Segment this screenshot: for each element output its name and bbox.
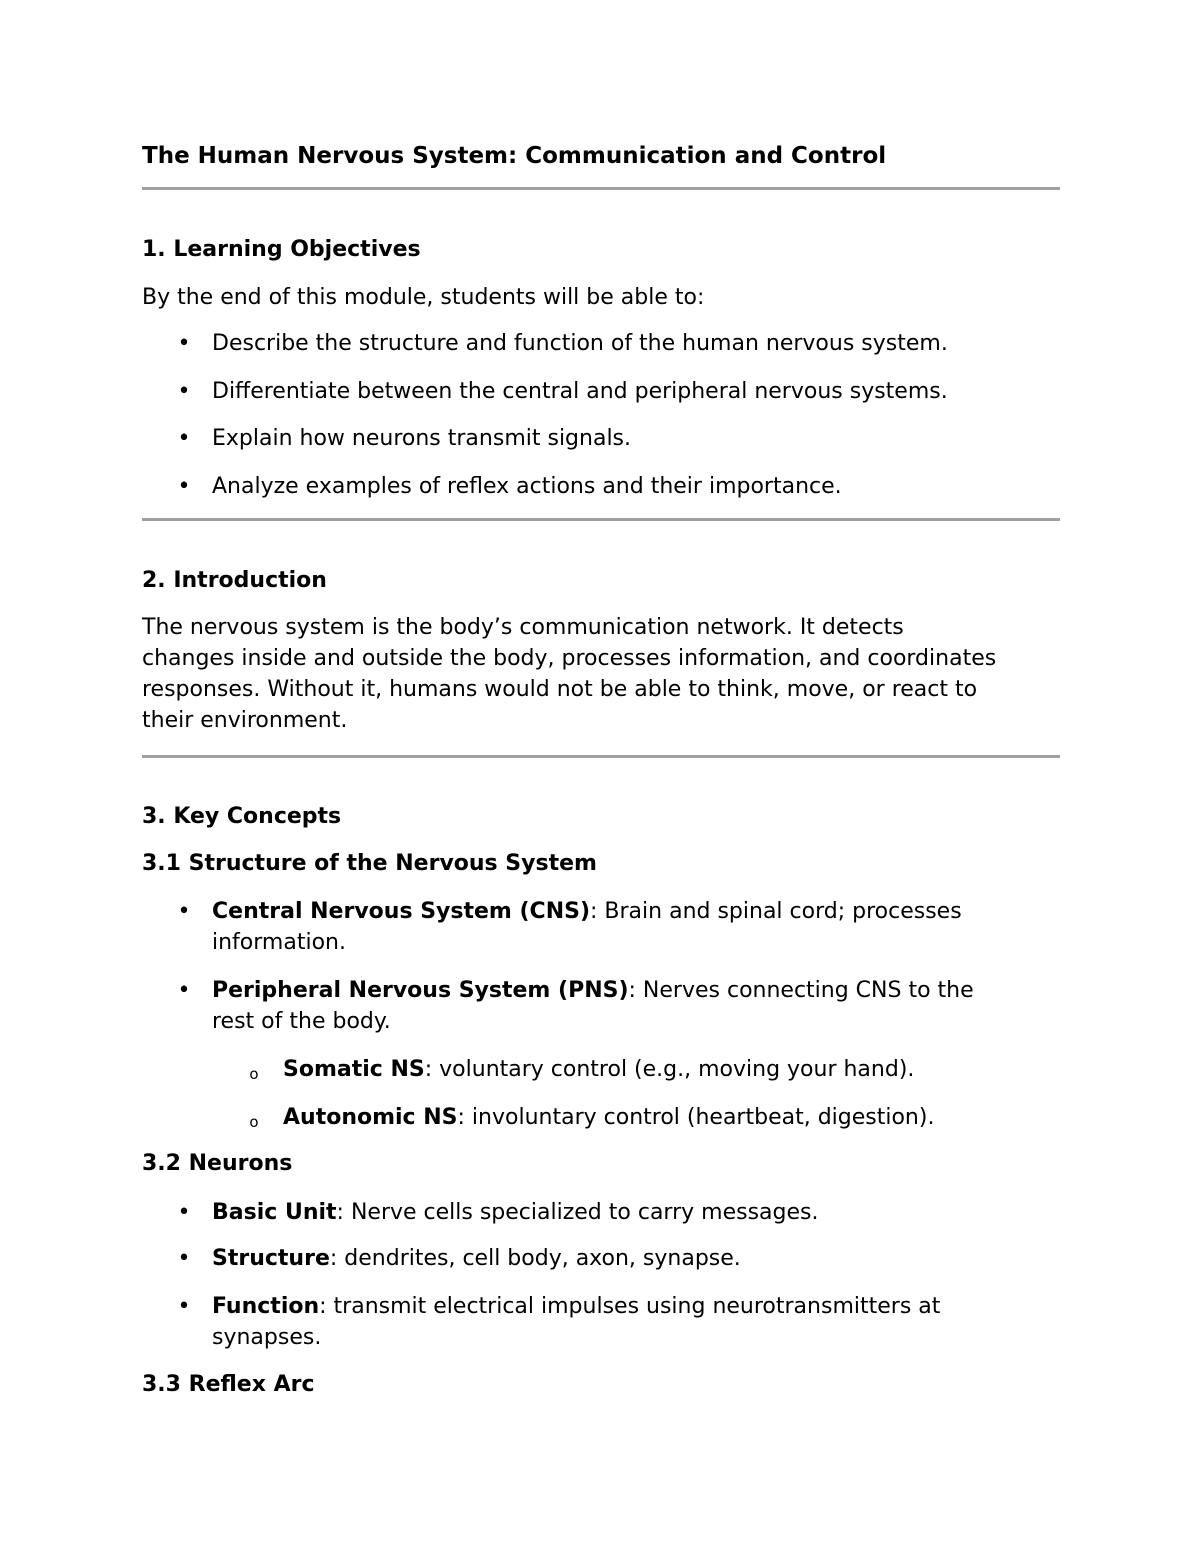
term: Structure	[212, 1246, 330, 1271]
term: Peripheral Nervous System (PNS)	[212, 978, 629, 1003]
introduction-heading: 2. Introduction	[142, 568, 327, 593]
definition: : involuntary control (heartbeat, digestion).	[457, 1105, 935, 1130]
paragraph-line: changes inside and outside the body, processes information, and coordinates	[142, 646, 997, 671]
term: Central Nervous System (CNS)	[212, 899, 591, 924]
bullet-icon: •	[177, 474, 191, 499]
section-divider	[142, 755, 1060, 758]
bullet-icon: •	[177, 426, 191, 451]
objectives-heading: 1. Learning Objectives	[142, 237, 421, 262]
definition: : transmit electrical impulses using neurotransmitters at	[319, 1294, 941, 1319]
paragraph-line: responses. Without it, humans would not be able to think, move, or react to	[142, 677, 978, 702]
bullet-icon: •	[177, 331, 191, 356]
introduction-paragraph	[142, 612, 1060, 736]
term: Function	[212, 1294, 320, 1319]
circle-bullet-icon: o	[249, 1065, 259, 1083]
structure-heading: 3.1 Structure of the Nervous System	[142, 851, 597, 876]
circle-bullet-icon: o	[249, 1113, 259, 1131]
paragraph-line: The nervous system is the body’s communication network. It detects	[142, 615, 904, 640]
section-divider	[142, 187, 1060, 190]
objective-text: Describe the structure and function of the human nervous system.	[212, 331, 948, 356]
objective-text: Analyze examples of reflex actions and their importance.	[212, 474, 842, 499]
definition: : Brain and spinal cord; processes	[590, 899, 962, 924]
bullet-icon: •	[177, 1294, 191, 1319]
bullet-icon: •	[177, 978, 191, 1003]
bullet-icon: •	[177, 1200, 191, 1225]
document-title: The Human Nervous System: Communication and Control	[142, 143, 887, 169]
section-divider	[142, 518, 1060, 521]
definition: : Nerves connecting CNS to the	[628, 978, 974, 1003]
neurons-heading: 3.2 Neurons	[142, 1151, 293, 1176]
term: Autonomic NS	[283, 1105, 458, 1130]
bullet-icon: •	[177, 899, 191, 924]
objective-text: Explain how neurons transmit signals.	[212, 426, 632, 451]
definition-continued: information.	[212, 930, 346, 955]
key-concepts-heading: 3. Key Concepts	[142, 804, 342, 829]
objective-text: Differentiate between the central and peripheral nervous systems.	[212, 379, 948, 404]
bullet-icon: •	[177, 1246, 191, 1271]
term: Basic Unit	[212, 1200, 337, 1225]
definition-continued: synapses.	[212, 1325, 322, 1350]
reflex-arc-heading: 3.3 Reflex Arc	[142, 1372, 315, 1397]
bullet-icon: •	[177, 379, 191, 404]
definition: : dendrites, cell body, axon, synapse.	[329, 1246, 741, 1271]
paragraph-line: their environment.	[142, 708, 348, 733]
definition-continued: rest of the body.	[212, 1009, 391, 1034]
definition: : voluntary control (e.g., moving your hand).	[424, 1057, 915, 1082]
term: Somatic NS	[283, 1057, 425, 1082]
objectives-intro: By the end of this module, students will be able to:	[142, 285, 705, 310]
definition: : Nerve cells specialized to carry messages.	[336, 1200, 819, 1225]
